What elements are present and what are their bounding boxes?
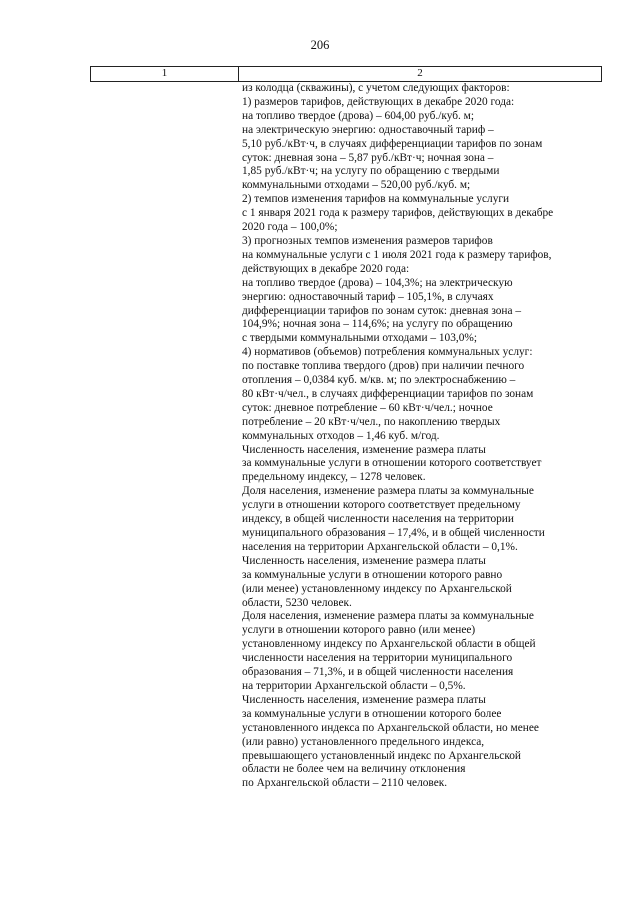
text-line: на территории Архангельской области – 0,5%.: [242, 679, 466, 692]
text-line: 104,9%; ночная зона – 114,6%; на услугу по обращению: [242, 318, 513, 331]
text-line: на топливо твердое (дрова) – 104,3%; на электрическую: [242, 276, 513, 289]
text-line: за коммунальные услуги в отношении которого равно: [242, 568, 503, 581]
text-line: 3) прогнозных темпов изменения размеров тарифов: [242, 234, 493, 247]
text-line: по Архангельской области – 2110 человек.: [242, 777, 448, 790]
column-2-cell: [238, 82, 602, 791]
text-line: численности населения на территории муниципального: [242, 652, 513, 665]
text-line: услуги в отношении которого равно (или менее): [242, 624, 476, 637]
column-2-header: 2: [417, 67, 423, 79]
text-line: (или менее) установленному индексу по Архангельской: [242, 582, 512, 595]
document-table: [90, 66, 602, 791]
text-line: коммунальными отходами – 520,00 руб./куб. м;: [242, 179, 471, 192]
text-line: Доля населения, изменение размера платы за коммунальные: [242, 610, 534, 623]
text-line: населения на территории Архангельской области – 0,1%.: [242, 540, 518, 553]
text-line: области не более чем на величину отклонения: [242, 763, 466, 776]
text-line: 4) нормативов (объемов) потребления коммунальных услуг:: [242, 346, 533, 359]
text-line: Численность населения, изменение размера платы: [242, 693, 486, 706]
table-body: [90, 82, 602, 791]
text-line: дифференциации тарифов по зонам суток: дневная зона –: [242, 304, 522, 317]
text-line: действующих в декабре 2020 года:: [242, 262, 410, 275]
text-line: коммунальных отходов – 1,46 куб. м/год.: [242, 429, 440, 442]
text-line: установленному индексу по Архангельской области в общей: [242, 638, 536, 651]
text-line: с 1 января 2021 года к размеру тарифов, действующих в декабре: [242, 207, 554, 220]
text-line: на электрическую энергию: одноставочный тариф –: [242, 123, 494, 136]
text-line: муниципального образования – 17,4%, и в общей численности: [242, 527, 545, 539]
page-number: 206: [310, 38, 330, 52]
text-line: отопления – 0,0384 куб. м/кв. м; по электроснабжению –: [242, 374, 516, 387]
text-line: превышающего установленный индекс по Архангельской: [242, 749, 522, 762]
text-line: образования – 71,3%, и в общей численности населения: [242, 666, 514, 679]
text-line: за коммунальные услуги в отношении которого более: [242, 707, 502, 720]
text-line: услуги в отношении которого соответствует предельному: [242, 499, 521, 512]
text-line: предельному индексу, – 1278 человек.: [242, 471, 426, 484]
text-line: 2020 года – 100,0%;: [242, 221, 338, 234]
text-line: Доля населения, изменение размера платы за коммунальные: [242, 485, 534, 498]
text-line: с твердыми коммунальными отходами – 103,0%;: [242, 332, 477, 345]
text-line: энергию: одноставочный тариф – 105,1%, в случаях: [242, 290, 494, 303]
table-header-row: [90, 66, 602, 82]
text-line: индексу, в общей численности населения на территории: [242, 513, 514, 526]
text-line: 1,85 руб./кВт·ч; на услугу по обращению с твердыми: [242, 165, 500, 178]
text-line: за коммунальные услуги в отношении которого соответствует: [242, 457, 542, 470]
text-line: по поставке топлива твердого (дров) при наличии печного: [242, 360, 525, 373]
text-line: 1) размеров тарифов, действующих в декабре 2020 года:: [242, 95, 515, 108]
text-line: 2) темпов изменения тарифов на коммунальные услуги: [242, 193, 510, 206]
column-1-header: 1: [91, 67, 239, 81]
column-1-cell: [90, 82, 238, 791]
text-line: 80 кВт·ч/чел., в случаях дифференциации тарифов по зонам: [242, 387, 534, 400]
text-line: потребление – 20 кВт·ч/чел., по накоплению твердых: [242, 415, 501, 428]
text-line: Численность населения, изменение размера платы: [242, 554, 486, 567]
text-line: 5,10 руб./кВт·ч, в случаях дифференциации тарифов по зонам: [242, 137, 543, 150]
text-line: области, 5230 человек.: [242, 596, 352, 609]
text-line: из колодца (скважины), с учетом следующих факторов:: [242, 82, 510, 94]
text-line: на топливо твердое (дрова) – 604,00 руб./куб. м;: [242, 109, 475, 122]
text-line: суток: дневная зона – 5,87 руб./кВт·ч; ночная зона –: [242, 151, 494, 164]
text-line: на коммунальные услуги с 1 июля 2021 года к размеру тарифов,: [242, 248, 552, 261]
text-line: установленного индекса по Архангельской области, но менее: [242, 721, 539, 734]
text-line: (или равно) установленного предельного индекса,: [242, 735, 485, 748]
text-line: Численность населения, изменение размера платы: [242, 443, 486, 456]
text-line: суток: дневное потребление – 60 кВт·ч/чел.; ночное: [242, 401, 493, 414]
